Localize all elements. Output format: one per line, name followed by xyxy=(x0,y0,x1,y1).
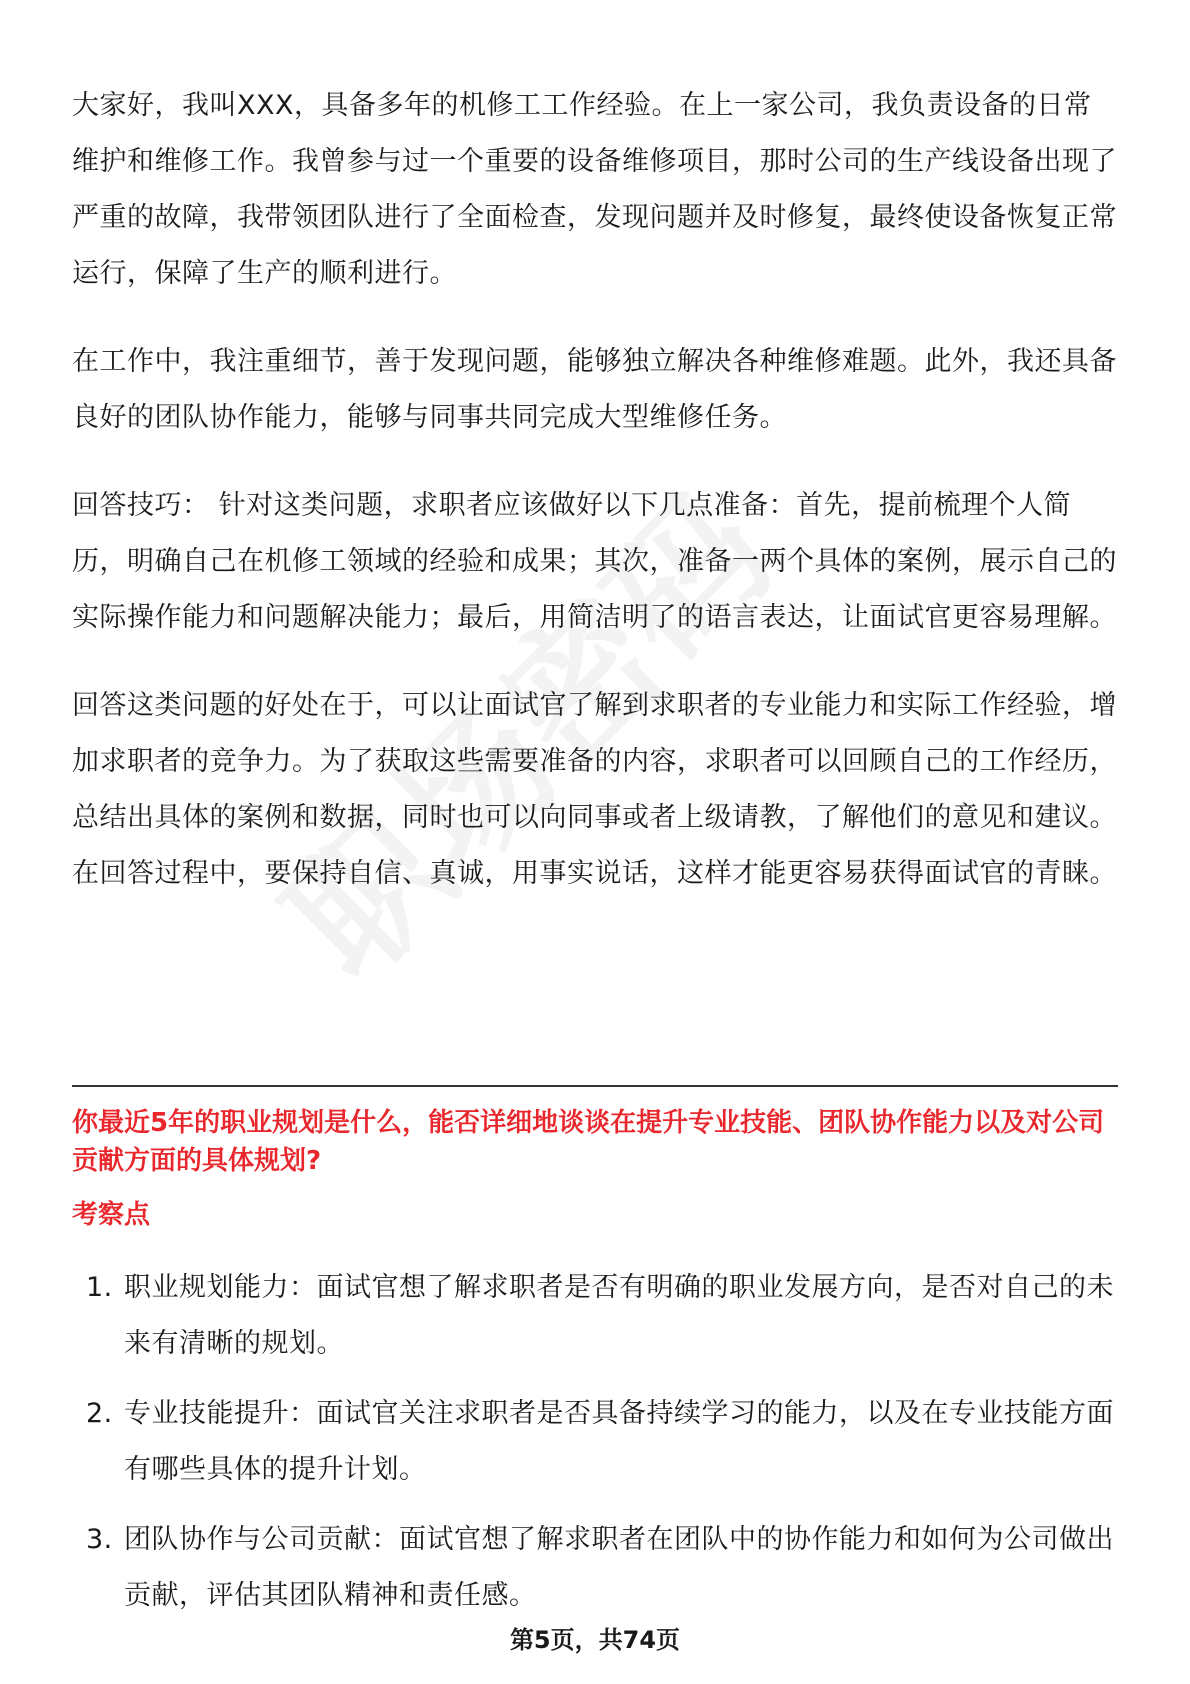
list-item-text: 团队协作与公司贡献：面试官想了解求职者在团队中的协作能力和如何为公司做出贡献，评估其团队精神和责任感。 xyxy=(124,1524,1114,1611)
question-heading: 你最近5年的职业规划是什么，能否详细地谈谈在提升专业技能、团队协作能力以及对公司贡献方面的具体规划? xyxy=(72,1108,1105,1176)
answer-paragraph-2: 在工作中，我注重细节，善于发现问题，能够独立解决各种维修难题。此外，我还具备良好的团队协作能力，能够与同事共同完成大型维修任务。 xyxy=(72,346,1117,433)
list-item-number: 1. xyxy=(86,1272,113,1303)
list-item-number: 2. xyxy=(86,1398,113,1429)
list-item xyxy=(72,1386,1118,1498)
assessment-points-list xyxy=(72,1260,1118,1638)
tips-paragraph: 回答技巧： 针对这类问题，求职者应该做好以下几点准备：首先，提前梳理个人简历，明确自己在机修工领域的经验和成果；其次，准备一两个具体的案例，展示自己的实际操作能力和问题解决能力；最后，用简洁明了的语言表达，让面试官更容易理解。 xyxy=(72,490,1117,633)
benefits-paragraph: 回答这类问题的好处在于，可以让面试官了解到求职者的专业能力和实际工作经验，增加求职者的竞争力。为了获取这些需要准备的内容，求职者可以回顾自己的工作经历，总结出具体的案例和数据，同时也可以向同事或者上级请教，了解他们的意见和建议。在回答过程中，要保持自信、真诚，用事实说话，这样才能更容易获得面试官的青睐。 xyxy=(72,690,1117,889)
list-item-number: 3. xyxy=(86,1524,113,1555)
page-number-footer: 第5页，共74页 xyxy=(509,1626,681,1654)
list-item xyxy=(72,1512,1118,1624)
answer-body xyxy=(72,78,1118,902)
list-item-text: 专业技能提升：面试官关注求职者是否具备持续学习的能力，以及在专业技能方面有哪些具体的提升计划。 xyxy=(124,1398,1114,1485)
section-label: 考察点 xyxy=(72,1200,151,1230)
list-item xyxy=(72,1260,1118,1372)
answer-paragraph-1: 大家好，我叫XXX，具备多年的机修工工作经验。在上一家公司，我负责设备的日常维护和维修工作。我曾参与过一个重要的设备维修项目，那时公司的生产线设备出现了严重的故障，我带领团队进行了全面检查，发现问题并及时修复，最终使设备恢复正常运行，保障了生产的顺利进行。 xyxy=(72,90,1117,289)
section-divider xyxy=(72,1085,1118,1087)
list-item-text: 职业规划能力：面试官想了解求职者是否有明确的职业发展方向，是否对自己的未来有清晰的规划。 xyxy=(124,1272,1114,1359)
